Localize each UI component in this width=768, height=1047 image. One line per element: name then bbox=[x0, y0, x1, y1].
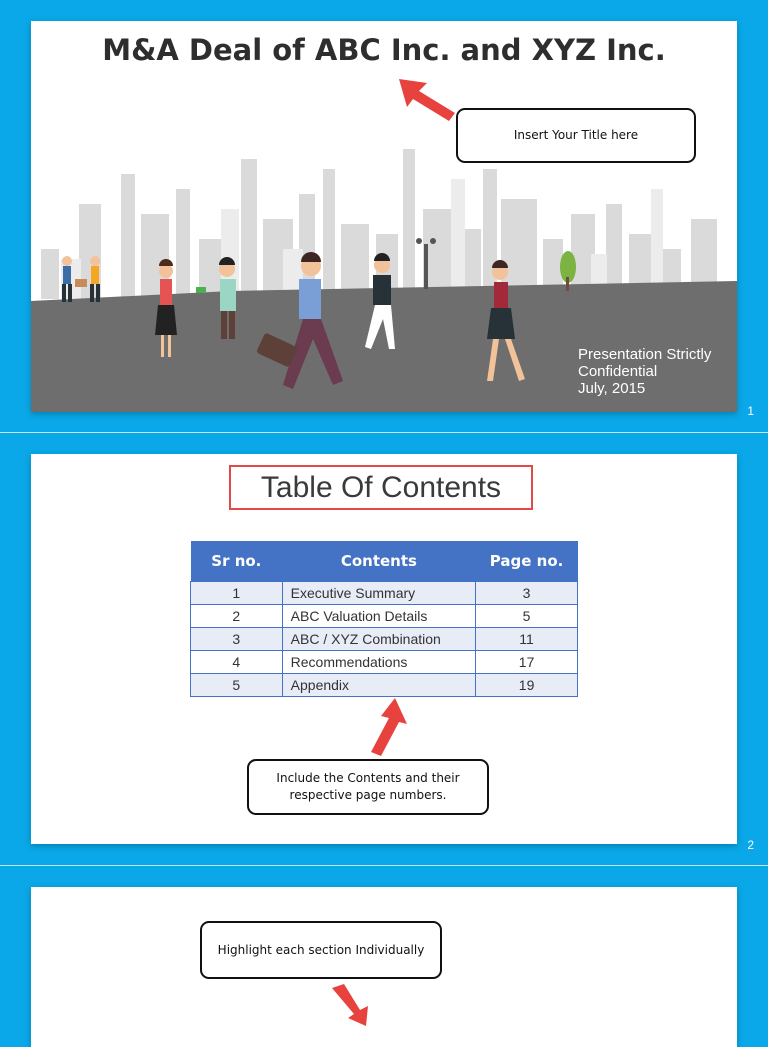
slide-1-title: M&A Deal of ABC Inc. and XYZ Inc. bbox=[102, 33, 666, 67]
slide-1[interactable] bbox=[31, 21, 737, 412]
contents-cell: Recommendations bbox=[282, 651, 475, 674]
table-row bbox=[191, 582, 578, 605]
red-arrow-icon bbox=[326, 982, 376, 1027]
slide-divider bbox=[0, 865, 768, 866]
red-arrow-icon bbox=[391, 73, 461, 123]
contents-callout-line-1: Include the Contents and their bbox=[276, 771, 460, 785]
sr-cell: 2 bbox=[191, 605, 283, 628]
table-row bbox=[191, 605, 578, 628]
sr-cell: 1 bbox=[191, 582, 283, 605]
red-arrow-icon bbox=[361, 694, 411, 760]
toc-title: Table Of Contents bbox=[229, 465, 533, 510]
contents-cell: Appendix bbox=[282, 674, 475, 697]
page-cell: 5 bbox=[476, 605, 578, 628]
sr-cell: 3 bbox=[191, 628, 283, 651]
header-page-no: Page no. bbox=[476, 541, 578, 582]
contents-callout bbox=[247, 759, 489, 815]
header-contents: Contents bbox=[282, 541, 475, 582]
sr-cell: 5 bbox=[191, 674, 283, 697]
confidential-note bbox=[578, 346, 711, 397]
page-cell: 17 bbox=[476, 651, 578, 674]
table-row bbox=[191, 651, 578, 674]
section-callout bbox=[200, 921, 442, 979]
confidential-line-1: Presentation Strictly bbox=[578, 346, 712, 363]
page-number-2: 2 bbox=[747, 838, 754, 852]
sr-cell: 4 bbox=[191, 651, 283, 674]
contents-cell: Executive Summary bbox=[282, 582, 475, 605]
toc-table bbox=[190, 541, 578, 697]
section-callout-text: Highlight each section Individually bbox=[217, 942, 425, 957]
confidential-line-2: Confidential bbox=[578, 363, 658, 380]
slide-3[interactable] bbox=[31, 887, 737, 1047]
title-callout-text: Insert Your Title here bbox=[513, 128, 639, 142]
slide-divider bbox=[0, 432, 768, 433]
page-cell: 19 bbox=[476, 674, 578, 697]
toc-header-row bbox=[191, 541, 578, 582]
contents-callout-line-2: respective page numbers. bbox=[289, 788, 447, 802]
page-number-1: 1 bbox=[747, 404, 754, 418]
page-cell: 3 bbox=[476, 582, 578, 605]
slide-2[interactable] bbox=[31, 454, 737, 844]
table-row bbox=[191, 628, 578, 651]
header-sr-no: Sr no. bbox=[191, 541, 283, 582]
page-cell: 11 bbox=[476, 628, 578, 651]
contents-cell: ABC / XYZ Combination bbox=[282, 628, 475, 651]
contents-cell: ABC Valuation Details bbox=[282, 605, 475, 628]
date-line: July, 2015 bbox=[578, 380, 646, 397]
